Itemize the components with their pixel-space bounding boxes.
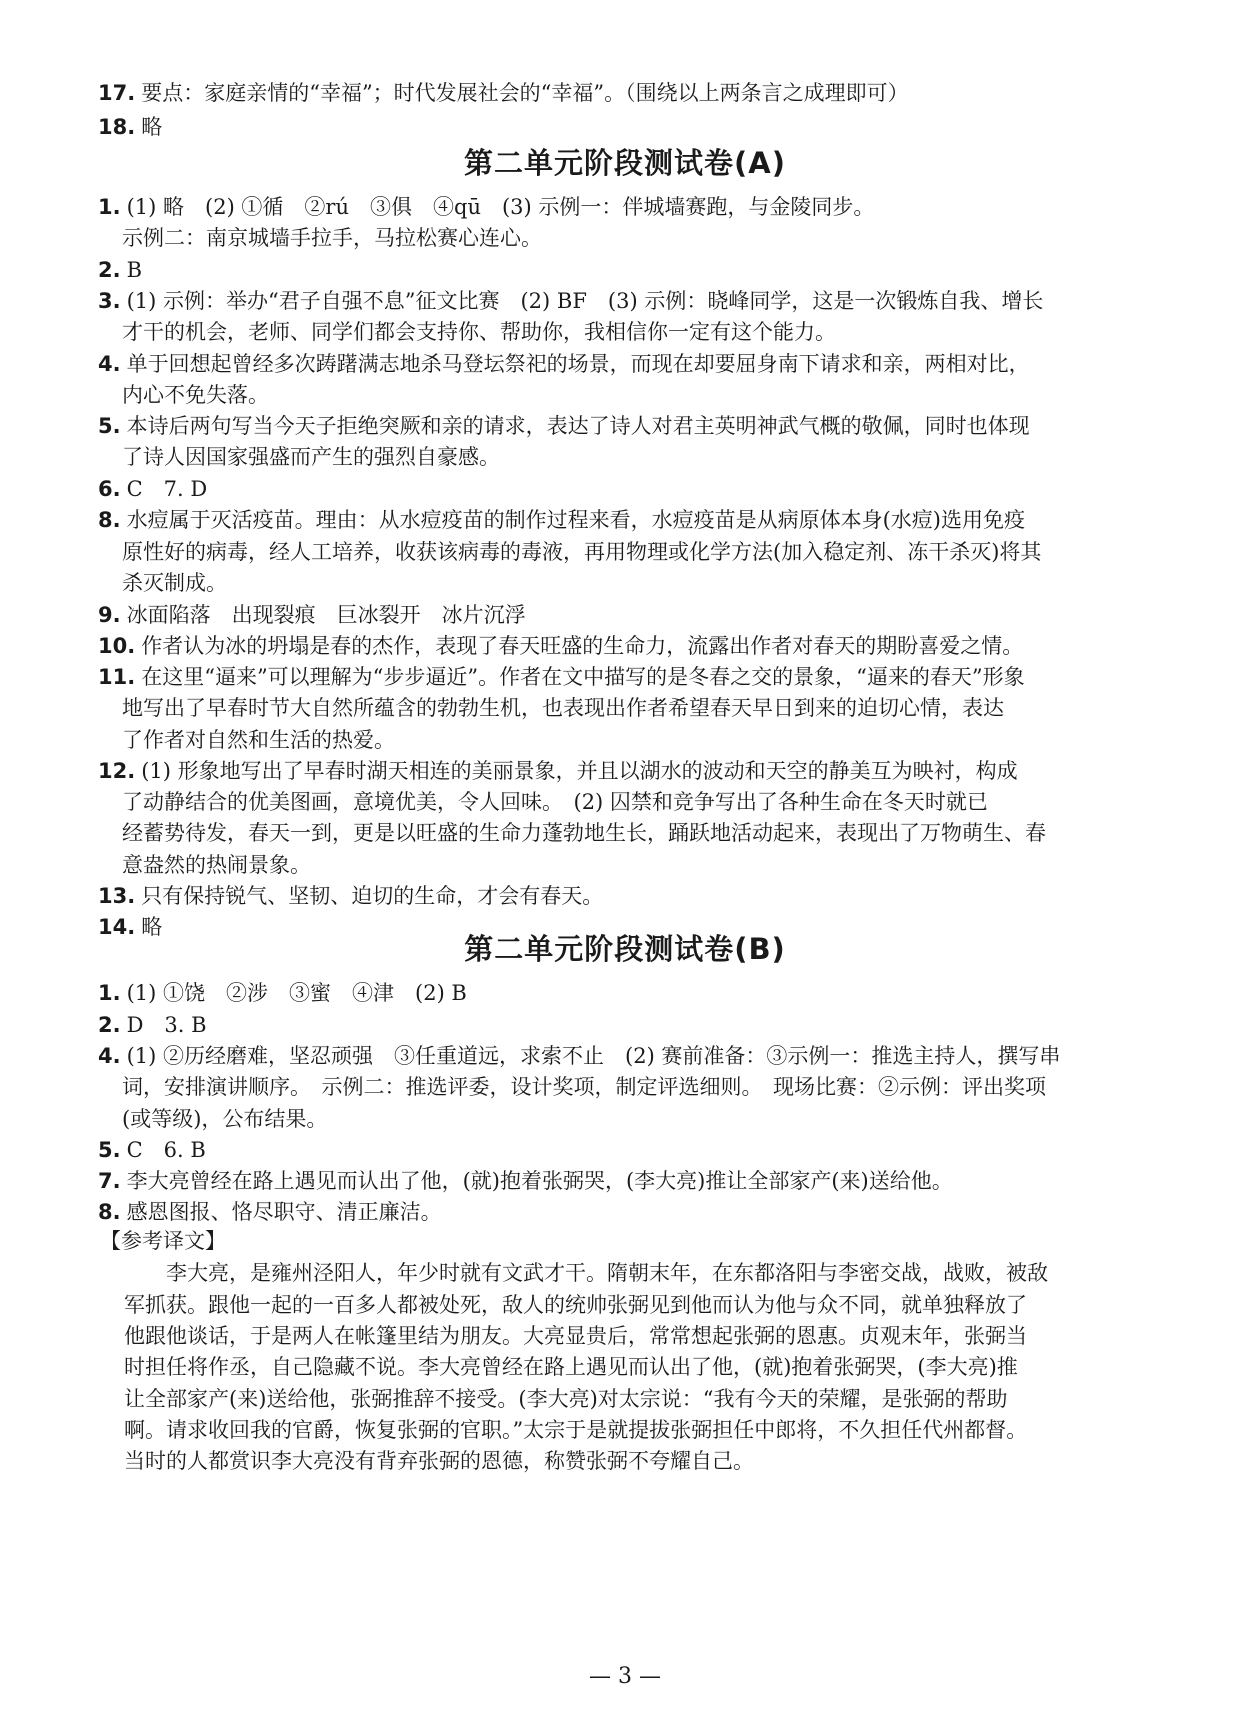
item-number: 5. — [98, 1138, 121, 1162]
section-b-title: 第二单元阶段测试卷(B) — [464, 932, 786, 966]
answer-line — [0, 818, 1250, 848]
answer-18 — [0, 112, 1250, 142]
answer-line — [0, 693, 1250, 723]
answer-line — [0, 756, 1250, 786]
item-text: (1) 略 (2) ①循 ②rú ③俱 ④qū (3) 示例一：伴城墙赛跑，与金陵同步。 — [126, 195, 875, 219]
answer-line — [0, 1166, 1250, 1196]
item-text: 内心不免失落。 — [122, 383, 269, 407]
item-number: 11. — [98, 665, 136, 689]
item-text: 杀灭制成。 — [122, 571, 227, 595]
item-text: 在这里“逼来”可以理解为“步步逼近”。作者在文中描写的是冬春之交的景象，“逼来的春天”形象 — [141, 665, 1025, 689]
item-number: 6. — [98, 477, 121, 501]
item-text: 了动静结合的优美图画，意境优美，令人回味。 (2) 囚禁和竞争写出了各种生命在冬天时就已 — [122, 790, 988, 814]
item-number: 8. — [98, 1200, 121, 1224]
item-text: 单于回想起曾经多次踌躇满志地杀马登坛祭祀的场景，而现在却要屈身南下请求和亲，两相对比， — [126, 352, 1030, 376]
answer-line — [0, 662, 1250, 692]
item-number: 17. — [98, 81, 136, 105]
item-number: 8. — [98, 508, 121, 532]
answer-line — [0, 255, 1250, 285]
item-text: 本诗后两句写当今天子拒绝突厥和亲的请求，表达了诗人对君主英明神武气概的敬佩，同时也体现 — [126, 414, 1030, 438]
item-text: 词，安排演讲顺序。 示例二：推选评委，设计奖项，制定评选细则。 现场比赛：②示例：评出奖项 — [122, 1075, 1046, 1099]
item-number: 2. — [98, 1013, 121, 1037]
answer-line — [0, 787, 1250, 817]
item-text: 感恩图报、恪尽职守、清正廉洁。 — [126, 1200, 442, 1224]
item-text: 经蓄势待发，春天一到，更是以旺盛的生命力蓬勃地生长，踊跃地活动起来，表现出了万物萌生、春 — [122, 821, 1046, 845]
answer-line — [0, 1104, 1250, 1134]
item-number: 12. — [98, 759, 136, 783]
answer-line — [0, 1041, 1250, 1071]
item-text: 意盎然的热闹景象。 — [122, 853, 311, 877]
item-text: 了诗人因国家强盛而产生的强烈自豪感。 — [122, 445, 500, 469]
item-text: C 6. B — [126, 1138, 206, 1162]
answer-line — [0, 505, 1250, 535]
item-number: 18. — [98, 115, 136, 139]
reference-line: 军抓获。跟他一起的一百多人都被处死，敌人的统帅张弼见到他而认为他与众不同，就单独释放了 — [124, 1293, 1027, 1317]
item-number: 1. — [98, 981, 121, 1005]
reference-line: 他跟他谈话，于是两人在帐篷里结为朋友。大亮显贵后，常常想起张弼的恩惠。贞观末年，张弼当 — [124, 1324, 1027, 1348]
answer-line — [0, 850, 1250, 880]
reference-line: 时担任将作丞，自己隐藏不说。李大亮曾经在路上遇见而认出了他，(就)抱着张弼哭，(李大亮)推 — [124, 1355, 1018, 1379]
section-a-title: 第二单元阶段测试卷(A) — [464, 146, 786, 180]
item-text: 地写出了早春时节大自然所蕴含的勃勃生机，也表现出作者希望春天早日到来的迫切心情，表达 — [122, 696, 1004, 720]
reference-line: 让全部家产(来)送给他，张弼推辞不接受。(李大亮)对太宗说：“我有今天的荣耀，是张弼的帮助 — [124, 1387, 1008, 1411]
item-text: 才干的机会，老师、同学们都会支持你、帮助你，我相信你一定有这个能力。 — [122, 320, 836, 344]
answer-line — [0, 1010, 1250, 1040]
answer-line — [0, 349, 1250, 379]
item-text: (1) 示例：举办“君子自强不息”征文比赛 (2) BF (3) 示例：晓峰同学，这是一次锻炼自我、增长 — [126, 289, 1044, 313]
item-number: 13. — [98, 884, 136, 908]
answer-line — [0, 1197, 1250, 1227]
answer-line — [0, 223, 1250, 253]
item-text: (1) 形象地写出了早春时湖天相连的美丽景象，并且以湖水的波动和天空的静美互为映衬，构成 — [141, 759, 1018, 783]
item-text: B — [126, 258, 143, 282]
item-text: 水痘属于灭活疫苗。理由：从水痘疫苗的制作过程来看，水痘疫苗是从病原体本身(水痘)选用免疫 — [126, 508, 1025, 532]
item-text: 示例二：南京城墙手拉手，马拉松赛心连心。 — [122, 226, 542, 250]
item-text: (或等级)，公布结果。 — [122, 1107, 328, 1131]
answer-line — [0, 286, 1250, 316]
item-text: C 7. D — [126, 477, 208, 501]
answer-line — [0, 380, 1250, 410]
item-text: 只有保持锐气、坚韧、迫切的生命，才会有春天。 — [141, 884, 604, 908]
item-text: 略 — [141, 915, 163, 939]
item-text: 作者认为冰的坍塌是春的杰作，表现了春天旺盛的生命力，流露出作者对春天的期盼喜爱之情。 — [141, 634, 1024, 658]
item-number: 10. — [98, 634, 136, 658]
item-number: 7. — [98, 1169, 121, 1193]
item-number: 9. — [98, 603, 121, 627]
reference-line: 李大亮，是雍州泾阳人，年少时就有文武才干。隋朝末年，在东都洛阳与李密交战，战败，被敌 — [124, 1261, 1048, 1285]
page-number: — 3 — — [589, 1664, 661, 1689]
item-text: (1) ②历经磨难，坚忍顽强 ③任重道远，求索不止 (2) 赛前准备：③示例一：推选主持人，撰写串 — [126, 1044, 1061, 1068]
item-text: 要点：家庭亲情的“幸福”；时代发展社会的“幸福”。（围绕以上两条言之成理即可） — [141, 81, 909, 105]
answer-line — [0, 411, 1250, 441]
answer-line — [0, 978, 1250, 1008]
answer-line — [0, 600, 1250, 630]
item-number: 1. — [98, 195, 121, 219]
answer-line — [0, 1135, 1250, 1165]
answer-line — [0, 537, 1250, 567]
item-text: 李大亮曾经在路上遇见而认出了他，(就)抱着张弼哭，(李大亮)推让全部家产(来)送给他。 — [126, 1169, 953, 1193]
item-text: 略 — [141, 115, 163, 139]
reference-line: 当时的人都赏识李大亮没有背弃张弼的恩德，称赞张弼不夸耀自己。 — [124, 1449, 754, 1473]
answer-line — [0, 442, 1250, 472]
answer-line — [0, 881, 1250, 911]
item-number: 5. — [98, 414, 121, 438]
item-text: (1) ①饶 ②涉 ③蜜 ④津 (2) B — [126, 981, 467, 1005]
item-number: 3. — [98, 289, 121, 313]
answer-line — [0, 631, 1250, 661]
answer-line — [0, 474, 1250, 504]
item-number: 2. — [98, 258, 121, 282]
item-text: D 3. B — [126, 1013, 207, 1037]
answer-line — [0, 317, 1250, 347]
answer-line — [0, 192, 1250, 222]
answer-17 — [0, 78, 1250, 108]
item-number: 4. — [98, 352, 121, 376]
answer-line — [0, 1072, 1250, 1102]
answer-line — [0, 725, 1250, 755]
item-number: 4. — [98, 1044, 121, 1068]
reference-heading: 【参考译文】 — [100, 1229, 226, 1253]
item-text: 原性好的病毒，经人工培养，收获该病毒的毒液，再用物理或化学方法(加入稳定剂、冻干杀灭)将其 — [122, 540, 1042, 564]
answer-line — [0, 568, 1250, 598]
item-number: 14. — [98, 915, 136, 939]
item-text: 了作者对自然和生活的热爱。 — [122, 728, 395, 752]
reference-line: 啊。请求收回我的官爵，恢复张弼的官职。”太宗于是就提拔张弼担任中郎将，不久担任代州都督。 — [124, 1418, 1028, 1442]
item-text: 冰面陷落 出现裂痕 巨冰裂开 冰片沉浮 — [126, 603, 526, 627]
